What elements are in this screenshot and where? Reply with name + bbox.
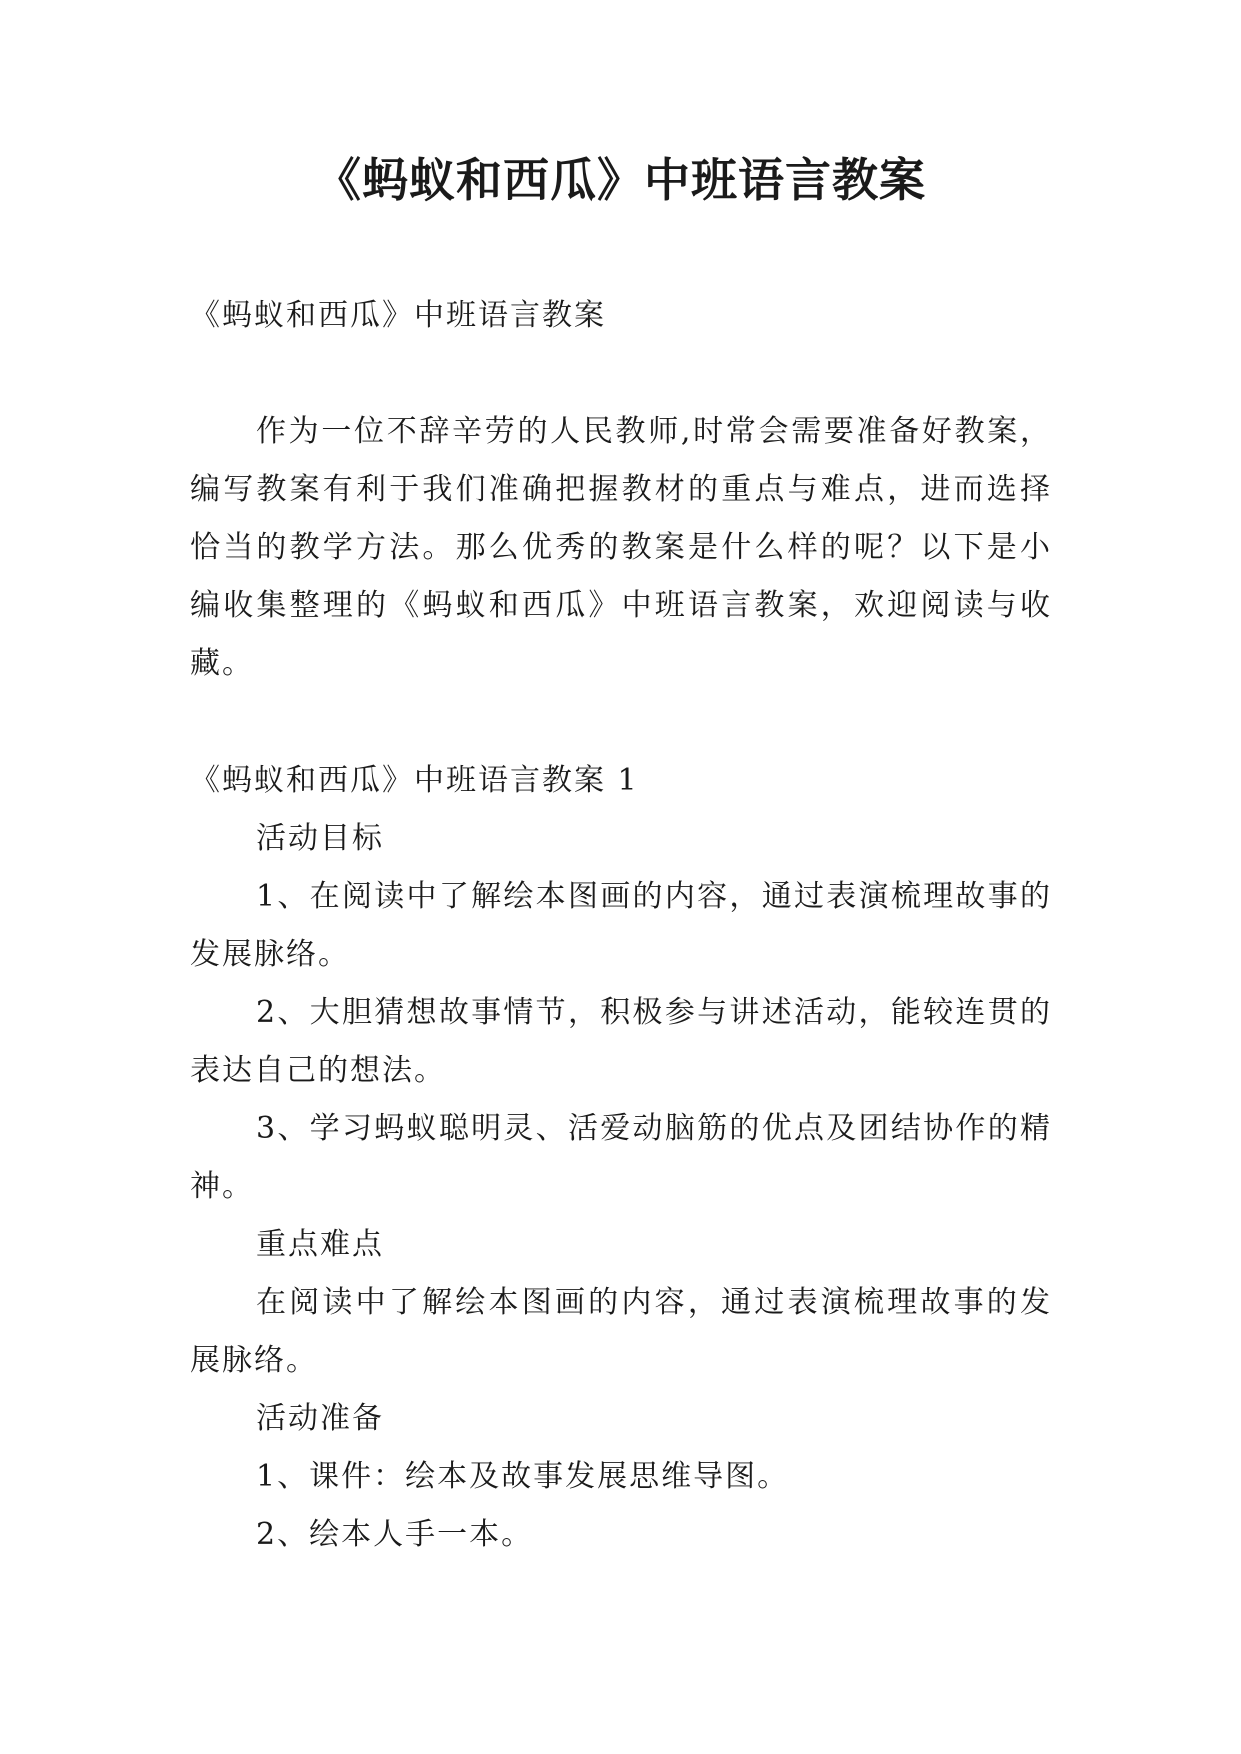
intro-paragraph: 作为一位不辞辛劳的人民教师,时常会需要准备好教案，编写教案有利于我们准确把握教材的重点与难点，进而选择恰当的教学方法。那么优秀的教案是什么样的呢？以下是小编收集整理的《蚂蚁和西瓜》中班语言教案，欢迎阅读与收藏。 — [190, 414, 1052, 681]
preparation-item: 2、绘本人手一本。 — [256, 1517, 534, 1552]
goal-item: 3、学习蚂蚁聪明灵、活爱动脑筋的优点及团结协作的精神。 — [190, 1111, 1052, 1204]
goal-item: 2、大胆猜想故事情节，积极参与讲述活动，能较连贯的表达自己的想法。 — [190, 995, 1052, 1088]
section-title: 《蚂蚁和西瓜》中班语言教案 1 — [190, 763, 639, 798]
preparation-item: 1、课件：绘本及故事发展思维导图。 — [256, 1459, 790, 1494]
key-points-text: 在阅读中了解绘本图画的内容，通过表演梳理故事的发展脉络。 — [190, 1285, 1052, 1378]
preparation-heading: 活动准备 — [256, 1401, 384, 1436]
document-title: 《蚂蚁和西瓜》中班语言教案 — [315, 153, 926, 207]
goal-item: 1、在阅读中了解绘本图画的内容，通过表演梳理故事的发展脉络。 — [190, 879, 1052, 972]
lesson-plan-section — [190, 752, 1052, 1564]
key-points-heading: 重点难点 — [256, 1227, 384, 1262]
document-subtitle: 《蚂蚁和西瓜》中班语言教案 — [190, 298, 606, 333]
goals-heading: 活动目标 — [256, 821, 384, 856]
